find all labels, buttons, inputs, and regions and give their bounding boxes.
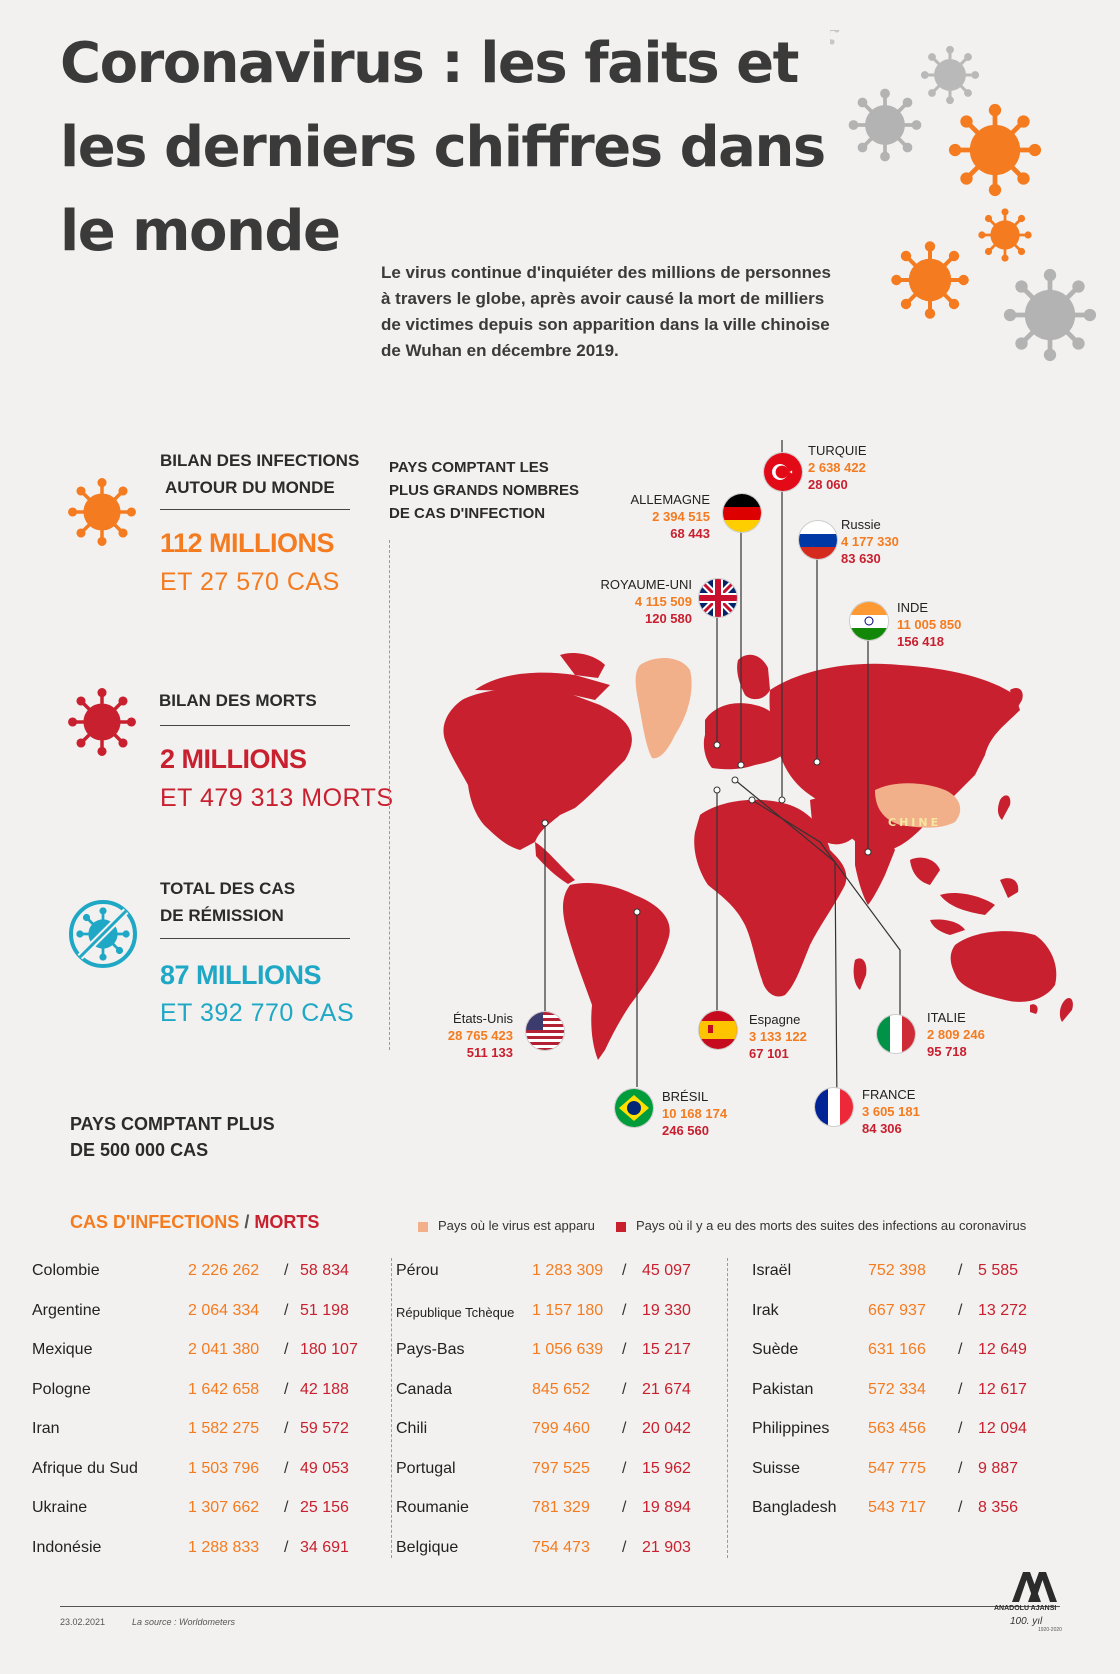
row-deaths: 49 053	[300, 1460, 349, 1477]
row-country: Iran	[32, 1420, 60, 1437]
table-row	[396, 1262, 726, 1292]
deaths-label: BILAN DES MORTS	[159, 691, 317, 710]
infections-big: 112 MILLIONS	[160, 528, 335, 558]
row-cases: 2 226 262	[188, 1262, 260, 1279]
row-cases: 781 329	[532, 1499, 590, 1516]
table-row	[396, 1499, 726, 1529]
row-separator: /	[284, 1341, 289, 1358]
row-deaths: 51 198	[300, 1302, 349, 1319]
row-separator: /	[284, 1420, 289, 1437]
row-deaths: 42 188	[300, 1381, 349, 1398]
row-separator: /	[622, 1381, 627, 1398]
footer-years: 1920-2020	[1038, 1627, 1062, 1633]
row-separator: /	[622, 1341, 627, 1358]
footer-agency: ANADOLU AJANSI	[994, 1605, 1057, 1612]
row-separator: /	[284, 1381, 289, 1398]
row-separator: /	[284, 1460, 289, 1477]
row-deaths: 12 649	[978, 1341, 1027, 1358]
table-row	[752, 1262, 1082, 1292]
row-separator: /	[958, 1341, 963, 1358]
row-separator: /	[622, 1499, 627, 1516]
infections-label: BILAN DES INFECTIONS AUTOUR DU MONDE	[160, 451, 360, 497]
germany-flag-icon	[722, 493, 762, 533]
row-cases: 797 525	[532, 1460, 590, 1477]
row-cases: 667 937	[868, 1302, 926, 1319]
india-flag-icon	[849, 601, 889, 641]
row-deaths: 15 217	[642, 1341, 691, 1358]
infections-sub: ET 27 570 CAS	[160, 568, 340, 596]
brazil-flag-icon	[614, 1088, 654, 1128]
row-deaths: 58 834	[300, 1262, 349, 1279]
row-deaths: 15 962	[642, 1460, 691, 1477]
table-title: PAYS COMPTANT PLUS DE 500 000 CAS	[70, 1114, 275, 1160]
footer-source: La source : Worldometers	[132, 1617, 236, 1627]
row-separator: /	[622, 1262, 627, 1279]
uk-flag-icon	[698, 578, 738, 618]
legend-origin-swatch	[418, 1222, 428, 1232]
row-cases: 752 398	[868, 1262, 926, 1279]
row-deaths: 34 691	[300, 1539, 349, 1556]
row-country: Bangladesh	[752, 1499, 837, 1516]
table-row	[32, 1381, 362, 1411]
row-separator: /	[958, 1302, 963, 1319]
map-title: PAYS COMPTANT LES PLUS GRANDS NOMBRES DE CAS D'INFECTION	[389, 459, 580, 522]
row-deaths: 5 585	[978, 1262, 1019, 1279]
table-row	[396, 1420, 726, 1450]
page-title: Coronavirus : les faits et les derniers chiffres dans le monde	[60, 31, 825, 264]
column-divider	[391, 1258, 392, 1558]
country-india: INDE 11 005 850 156 418	[897, 600, 962, 649]
row-separator: /	[284, 1262, 289, 1279]
row-deaths: 12 094	[978, 1420, 1027, 1437]
legend-deaths: Pays où il y a eu des morts des suites des infections au coronavirus	[616, 1218, 1026, 1233]
row-deaths: 21 903	[642, 1539, 691, 1556]
row-country: Indonésie	[32, 1539, 102, 1556]
table-row	[752, 1420, 1082, 1450]
deaths-sub: ET 479 313 MORTS	[160, 784, 394, 812]
row-country: Pakistan	[752, 1381, 814, 1398]
table-row	[32, 1420, 362, 1450]
country-turkey: TURQUIE 2 638 422 28 060	[808, 443, 867, 492]
row-separator: /	[958, 1381, 963, 1398]
deaths-big: 2 MILLIONS	[160, 744, 307, 774]
table-row	[752, 1341, 1082, 1371]
row-cases: 2 064 334	[188, 1302, 260, 1319]
row-cases: 1 642 658	[188, 1381, 260, 1398]
legend-origin: Pays où le virus est apparu	[418, 1218, 595, 1233]
column-divider	[727, 1258, 728, 1558]
row-cases: 845 652	[532, 1381, 590, 1398]
row-country: Suède	[752, 1341, 799, 1358]
row-separator: /	[622, 1539, 627, 1556]
country-brazil: BRÉSIL 10 168 174 246 560	[662, 1089, 728, 1138]
country-france: FRANCE 3 605 181 84 306	[862, 1087, 920, 1136]
row-cases: 1 056 639	[532, 1341, 604, 1358]
table-row	[752, 1381, 1082, 1411]
row-deaths: 25 156	[300, 1499, 349, 1516]
china-label: CHINE	[888, 816, 942, 829]
intro-text: Le virus continue d'inquiéter des millions de personnes à travers le globe, après avoir causé la mort de milliers de victimes depuis son apparition dans la ville chinoise de Wuhan en décembre 2019.	[381, 263, 831, 360]
row-country: Afrique du Sud	[32, 1460, 138, 1477]
table-row	[396, 1539, 726, 1569]
table-row	[396, 1341, 726, 1371]
country-spain: Espagne 3 133 122 67 101	[749, 1012, 807, 1061]
row-cases: 1 307 662	[188, 1499, 260, 1516]
footer-date: 23.02.2021	[60, 1617, 106, 1627]
row-cases: 1 157 180	[532, 1302, 604, 1319]
row-separator: /	[622, 1302, 627, 1319]
continents	[444, 653, 1073, 1060]
row-cases: 563 456	[868, 1420, 926, 1437]
row-country: Portugal	[396, 1460, 456, 1477]
row-separator: /	[958, 1262, 963, 1279]
row-country: Pays-Bas	[396, 1341, 465, 1358]
table-row	[32, 1460, 362, 1490]
row-country: Roumanie	[396, 1499, 469, 1516]
table-row	[32, 1302, 362, 1332]
country-russia: Russie 4 177 330 83 630	[841, 517, 899, 566]
row-deaths: 20 042	[642, 1420, 691, 1437]
row-cases: 754 473	[532, 1539, 590, 1556]
country-usa: États-Unis 28 765 423 511 133	[447, 1011, 513, 1060]
country-uk: ROYAUME-UNI 4 115 509 120 580	[600, 577, 692, 626]
row-deaths: 9 887	[978, 1460, 1019, 1477]
country-italy: ITALIE 2 809 246 95 718	[927, 1010, 985, 1059]
row-deaths: 45 097	[642, 1262, 691, 1279]
table-row	[752, 1460, 1082, 1490]
row-deaths: 19 894	[642, 1499, 691, 1516]
row-separator: /	[284, 1499, 289, 1516]
row-deaths: 12 617	[978, 1381, 1027, 1398]
row-cases: 543 717	[868, 1499, 926, 1516]
legend-deaths-swatch	[616, 1222, 626, 1232]
table-row	[32, 1262, 362, 1292]
table-header: CAS D'INFECTIONS / MORTS	[70, 1212, 320, 1232]
row-cases: 1 582 275	[188, 1420, 260, 1437]
row-cases: 1 288 833	[188, 1539, 260, 1556]
recovered-label: TOTAL DES CAS DE RÉMISSION	[160, 879, 296, 925]
table-row	[32, 1539, 362, 1569]
country-germany: ALLEMAGNE 2 394 515 68 443	[630, 492, 710, 541]
row-cases: 1 503 796	[188, 1460, 260, 1477]
row-country: Chili	[396, 1420, 428, 1437]
row-cases: 1 283 309	[532, 1262, 604, 1279]
row-country: Mexique	[32, 1341, 93, 1358]
france-flag-icon	[814, 1087, 854, 1127]
usa-flag-icon	[525, 1011, 565, 1051]
row-country: Israël	[752, 1262, 792, 1279]
row-cases: 799 460	[532, 1420, 590, 1437]
row-country: Belgique	[396, 1539, 459, 1556]
turkey-flag-icon	[763, 452, 803, 492]
row-deaths: 19 330	[642, 1302, 691, 1319]
table-row	[32, 1341, 362, 1371]
spain-flag-icon	[698, 1010, 738, 1050]
table-row	[752, 1302, 1082, 1332]
row-separator: /	[622, 1460, 627, 1477]
row-country: Argentine	[32, 1302, 101, 1319]
row-country: République Tchèque	[396, 1305, 515, 1320]
anadolu-logo-icon	[1008, 1568, 1062, 1604]
row-country: Philippines	[752, 1420, 830, 1437]
row-cases: 2 041 380	[188, 1341, 260, 1358]
row-deaths: 180 107	[300, 1341, 358, 1358]
row-deaths: 8 356	[978, 1499, 1019, 1516]
row-cases: 547 775	[868, 1460, 926, 1477]
row-country: Suisse	[752, 1460, 801, 1477]
row-separator: /	[958, 1420, 963, 1437]
italy-flag-icon	[876, 1014, 916, 1054]
recovered-sub: ET 392 770 CAS	[160, 999, 355, 1027]
row-separator: /	[958, 1460, 963, 1477]
row-country: Pologne	[32, 1381, 91, 1398]
row-deaths: 21 674	[642, 1381, 691, 1398]
footer-rule	[60, 1606, 1060, 1607]
table-row	[32, 1499, 362, 1529]
recovered-big: 87 MILLIONS	[160, 960, 322, 990]
row-cases: 631 166	[868, 1341, 926, 1358]
row-separator: /	[622, 1420, 627, 1437]
row-separator: /	[284, 1302, 289, 1319]
row-country: Irak	[752, 1302, 779, 1319]
row-country: Ukraine	[32, 1499, 88, 1516]
row-separator: /	[284, 1539, 289, 1556]
row-deaths: 13 272	[978, 1302, 1027, 1319]
row-deaths: 59 572	[300, 1420, 349, 1437]
russia-flag-icon	[798, 520, 838, 560]
table-row	[396, 1460, 726, 1490]
row-separator: /	[958, 1499, 963, 1516]
row-country: Colombie	[32, 1262, 100, 1279]
row-country: Pérou	[396, 1262, 439, 1279]
table-row	[396, 1381, 726, 1411]
footer-anniv: 100. yıl	[1010, 1616, 1043, 1627]
row-country: Canada	[396, 1381, 453, 1398]
row-cases: 572 334	[868, 1381, 926, 1398]
table-row	[752, 1499, 1082, 1529]
greenland-shape	[636, 658, 692, 758]
table-row	[396, 1302, 726, 1332]
